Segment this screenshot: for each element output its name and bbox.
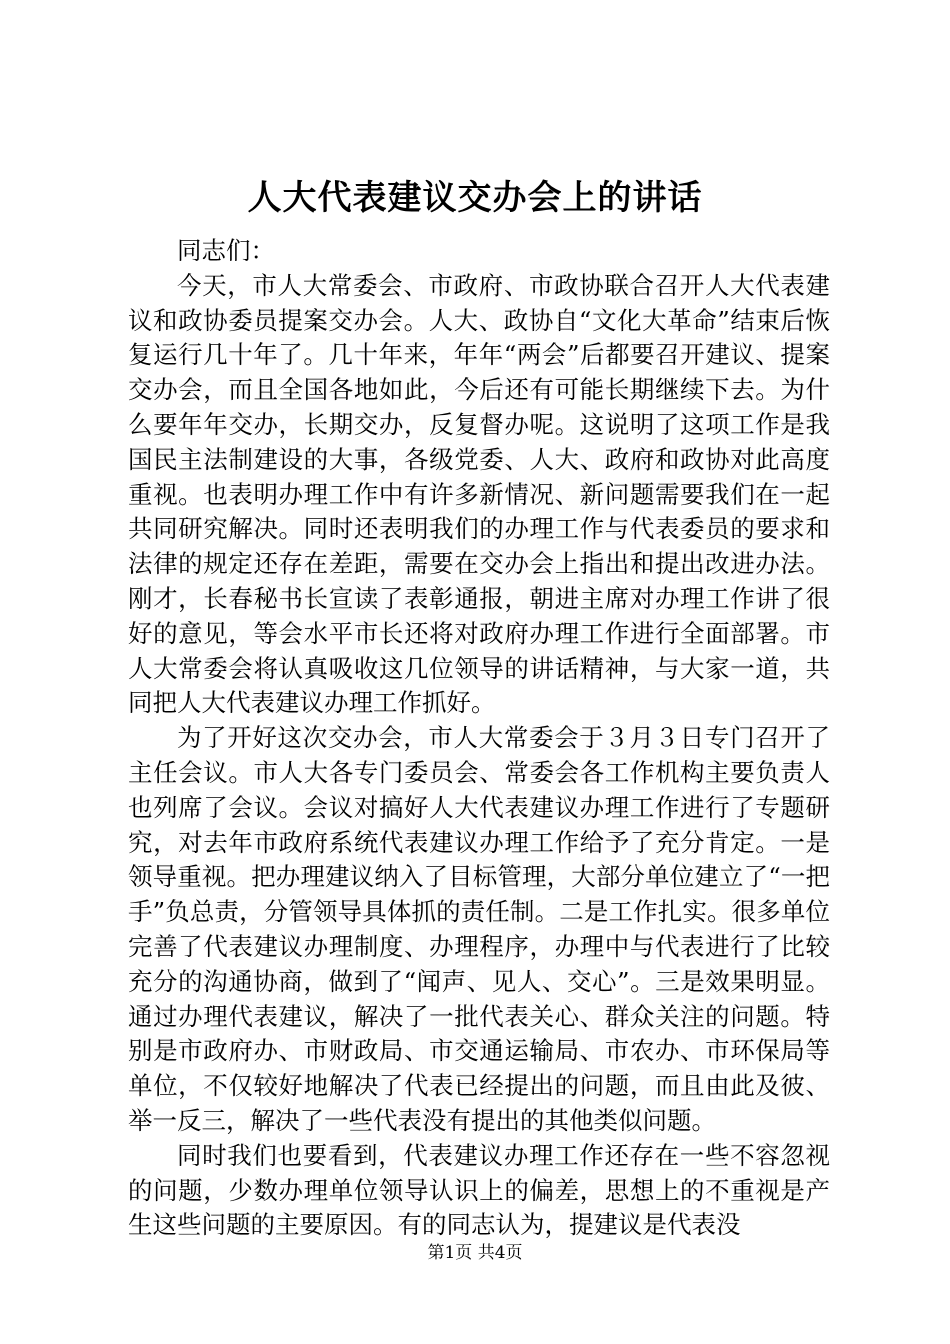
document-title: 人大代表建议交办会上的讲话 [247, 178, 703, 218]
body-paragraph-2: 为了开好这次交办会，市人大常委会于３月３日专门召开了主任会议。市人大各专门委员会、常委会各工作机构主要负责人也列席了会议。会议对搞好人大代表建议办理工作进行了专题研究，对去年市政府系统代表建议办理工作给予了充分肯定。一是领导重视。把办理建议纳入了目标管理，大部分单位建立了“一把手”负总责，分管领导具体抓的责任制。二是工作扎实。很多单位完善了代表建议办理制度、办理程序，办理中与代表进行了比较充分的沟通协商，做到了“闻声、见人、交心”。三是效果明显。通过办理代表建议，解决了一批代表关心、群众关注的问题。特别是市政府办、市财政局、市交通运输局、市农办、市环保局等单位，不仅较好地解决了代表已经提出的问题，而且由此及彼、举一反三，解决了一些代表没有提出的其他类似问题。 [128, 723, 830, 1135]
salutation: 同志们： [177, 236, 275, 265]
page-number-footer: 第1页 共4页 [427, 1243, 523, 1263]
document-body [128, 234, 830, 1243]
body-paragraph-3: 同时我们也要看到，代表建议办理工作还存在一些不容忽视的问题，少数办理单位领导认识上的偏差，思想上的不重视是产生这些问题的主要原因。有的同志认为，提建议是代表没 [128, 1140, 830, 1240]
body-paragraph-1: 今天，市人大常委会、市政府、市政协联合召开人大代表建议和政协委员提案交办会。人大、政协自“文化大革命”结束后恢复运行几十年了。几十年来，年年“两会”后都要召开建议、提案交办会，而且全国各地如此，今后还有可能长期继续下去。为什么要年年交办，长期交办，反复督办呢。这说明了这项工作是我国民主法制建设的大事，各级党委、人大、政府和政协对此高度重视。也表明办理工作中有许多新情况、新问题需要我们在一起共同研究解决。同时还表明我们的办理工作与代表委员的要求和法律的规定还存在差距，需要在交办会上指出和提出改进办法。刚才，长春秘书长宣读了表彰通报，朝进主席对办理工作讲了很好的意见，等会水平市长还将对政府办理工作进行全面部署。市人大常委会将认真吸收这几位领导的讲话精神，与大家一道，共同把人大代表建议办理工作抓好。 [128, 270, 830, 718]
